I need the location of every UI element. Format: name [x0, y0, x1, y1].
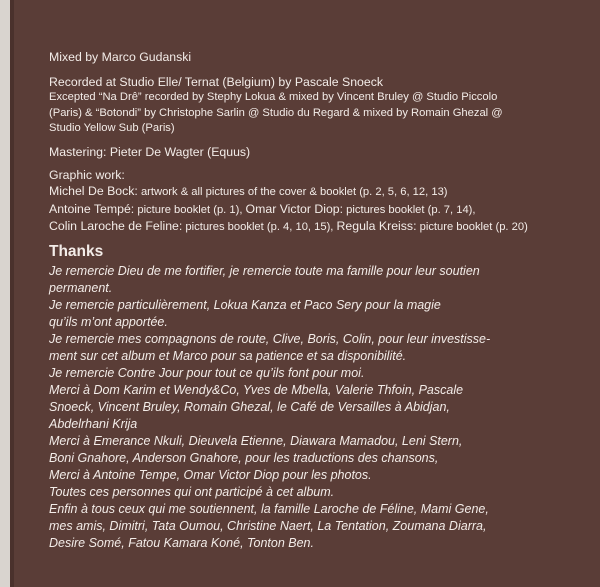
- graphic-desc-laroche: pictures booklet (p. 4, 10, 15),: [182, 221, 337, 233]
- credit-excepted-3: Studio Yellow Sub (Paris): [49, 122, 175, 134]
- thanks-line: Je remercie mes compagnons de route, Clive, Boris, Colin, pour leur investisse-: [49, 331, 491, 346]
- graphic-work-title: Graphic work:: [49, 167, 125, 182]
- thanks-line: Desire Somé, Fatou Kamara Koné, Tonton Ben.: [49, 535, 314, 550]
- credit-recorded: Recorded at Studio Elle/ Ternat (Belgium) by Pascale Snoeck: [49, 75, 384, 89]
- thanks-lines: [49, 263, 589, 552]
- thanks-line: Merci à Emerance Nkuli, Dieuvela Etienne, Diawara Mamadou, Leni Stern,: [49, 433, 463, 448]
- thanks-line: Boni Gnahore, Anderson Gnahore, pour les traductions des chansons,: [49, 450, 439, 465]
- booklet-spine-shadow: [10, 0, 14, 587]
- thanks-title: Thanks: [49, 242, 104, 260]
- credit-mastering: Mastering: Pieter De Wagter (Equus): [49, 144, 251, 159]
- thanks-line: Snoeck, Vincent Bruley, Romain Ghezal, le Café de Versailles à Abidjan,: [49, 399, 450, 414]
- thanks-line: Merci à Antoine Tempe, Omar Victor Diop pour les photos.: [49, 467, 372, 482]
- credit-mixed: Mixed by Marco Gudanski: [49, 50, 192, 64]
- graphic-name-laroche: Colin Laroche de Feline:: [49, 219, 183, 233]
- booklet-spine-edge: [0, 0, 10, 587]
- graphic-name-kreiss: Regula Kreiss:: [336, 219, 417, 233]
- thanks-line: Enfin à tous ceux qui me soutiennent, la famille Laroche de Féline, Mami Gene,: [49, 501, 489, 516]
- graphic-credit-laroche-kreiss: [49, 218, 589, 236]
- thanks-line: Je remercie particulièrement, Lokua Kanza et Paco Sery pour la magie: [49, 297, 441, 312]
- thanks-line: qu’ils m’ont apportée.: [49, 314, 168, 329]
- graphic-credit-bock: [49, 183, 589, 201]
- thanks-line: mes amis, Dimitri, Tata Oumou, Christine Naert, La Tentation, Zoumana Diarra,: [49, 518, 487, 533]
- graphic-name-bock: Michel De Bock:: [49, 184, 138, 198]
- thanks-line: Merci à Dom Karim et Wendy&Co, Yves de Mbella, Valerie Thfoin, Pascale: [49, 382, 464, 397]
- thanks-line: Abdelrhani Krija: [49, 416, 138, 431]
- graphic-desc-bock: artwork & all pictures of the cover & booklet (p. 2, 5, 6, 12, 13): [137, 186, 448, 198]
- credit-excepted-1: Excepted “Na Drê” recorded by Stephy Lokua & mixed by Vincent Bruley @ Studio Piccolo: [49, 91, 498, 103]
- thanks-line: permanent.: [49, 280, 113, 295]
- graphic-desc-diop: pictures booklet (p. 7, 14),: [343, 203, 476, 216]
- thanks-line: Je remercie Dieu de me fortifier, je remercie toute ma famille pour leur soutien: [49, 263, 480, 278]
- thanks-line: Toutes ces personnes qui ont participé à cet album.: [49, 484, 335, 499]
- thanks-section: [49, 243, 589, 552]
- credit-excepted-2: (Paris) & “Botondi” by Christophe Sarlin @ Studio du Regard & mixed by Romain Ghezal @: [49, 106, 503, 119]
- thanks-line: Je remercie Contre Jour pour tout ce qu’ils font pour moi.: [49, 365, 365, 380]
- graphic-credit-tempe-diop: [49, 201, 589, 219]
- graphic-desc-tempe: picture booklet (p. 1),: [134, 203, 246, 216]
- graphic-name-diop: Omar Victor Diop:: [245, 201, 344, 216]
- credits-section: [49, 50, 589, 236]
- graphic-desc-kreiss: picture booklet (p. 20): [416, 221, 528, 233]
- thanks-line: ment sur cet album et Marco pour sa patience et sa disponibilité.: [49, 348, 407, 363]
- graphic-name-tempe: Antoine Tempé:: [49, 201, 135, 216]
- booklet-text: [49, 50, 589, 552]
